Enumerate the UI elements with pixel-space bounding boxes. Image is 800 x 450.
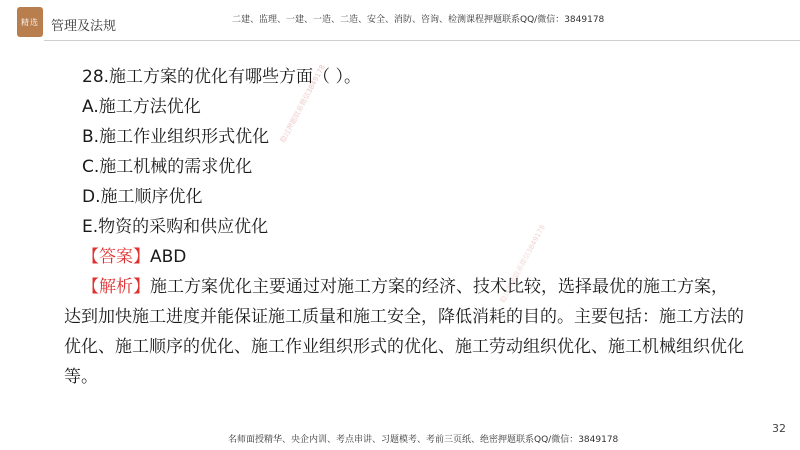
category-title: 管理及法规 — [51, 19, 117, 34]
page-number: 32 — [772, 422, 786, 435]
watermark-secondary: 稳过押题联系微信3849178 — [498, 223, 547, 305]
answer-label: 【答案】 — [82, 247, 150, 267]
logo-text: 精选 — [21, 17, 39, 27]
header-bar — [0, 0, 800, 48]
analysis-label: 【解析】 — [82, 277, 150, 297]
logo — [17, 7, 43, 37]
question-stem: 28.施工方案的优化有哪些方面（ ）。 — [82, 67, 361, 87]
answer-row — [82, 242, 782, 272]
question-content — [64, 62, 782, 392]
analysis-block — [64, 272, 782, 392]
option-d: D.施工顺序优化 — [82, 187, 203, 207]
footer-notice: 名师面授精华、央企内训、考点串讲、习题模考、考前三页纸、绝密押题联系QQ/微信：3849178 — [228, 435, 619, 445]
analysis-line-2: 达到加快施工进度并能保证施工质量和施工安全，降低消耗的目的。主要包括：施工方法的 — [64, 307, 744, 327]
option-b: B.施工作业组织形式优化 — [82, 127, 270, 147]
answer-value: ABD — [150, 247, 187, 267]
analysis-line-1 — [82, 272, 782, 302]
option-e: E.物资的采购和供应优化 — [82, 217, 269, 237]
header-notice: 二建、监理、一建、一造、二造、安全、消防、咨询、检测课程押题联系QQ/微信：3849178 — [232, 15, 605, 25]
analysis-line-4: 等。 — [64, 367, 98, 387]
analysis-text-1: 施工方案优化主要通过对施工方案的经济、技术比较，选择最优的施工方案， — [150, 277, 728, 297]
analysis-line-3: 优化、施工顺序的优化、施工作业组织形式的优化、施工劳动组织优化、施工机械组织优化 — [64, 337, 744, 357]
watermark: 稳过押题联系微信3849178 — [278, 63, 327, 145]
option-c: C.施工机械的需求优化 — [82, 157, 253, 177]
header-divider — [44, 40, 800, 41]
option-a: A.施工方法优化 — [82, 97, 201, 117]
